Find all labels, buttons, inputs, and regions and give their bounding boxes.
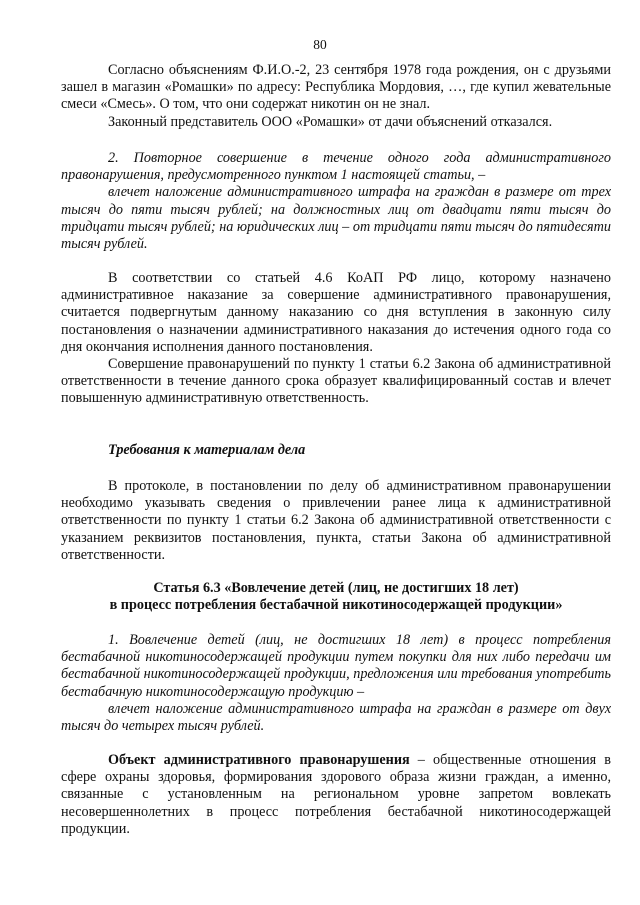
object-label: Объект административного правонарушения	[108, 752, 410, 768]
paragraph-representative: Законный представитель ООО «Ромашки» от дачи объяснений отказался.	[108, 113, 553, 130]
paragraph-repeat-penalty: влечет наложение административного штрафа на граждан в размере от трех тысяч до пяти тысяч рублей; на должностных лиц от двадцати пяти тысяч до тридцати тысяч рублей; на юридических лиц – от тридцати пяти тысяч до пятидесяти тысяч рублей.	[61, 184, 611, 253]
repeat-offense-block	[61, 150, 611, 253]
article-title-line2: в процесс потребления бестабачной никотиносодержащей продукции»	[109, 597, 563, 614]
heading-requirements: Требования к материалам дела	[108, 442, 306, 458]
paragraph-involvement: 1. Вовлечение детей (лиц, не достигших 18 лет) в процесс потребления бестабачной никотиносодержащей продукции путем покупки для них либо передачи им бестабачной никотиносодержащей продукции, предложения или требования употребить бестабачную никотиносодержащую продукцию –	[61, 632, 611, 700]
object-text: – общественные отношения в сфере охраны здоровья, формирования здорового образа жизни граждан, а именно, связанные с установленным на региональном уровне запретом вовлекать несовершеннолетних в процесс потребления бестабачной никотиносодержащей продукции.	[61, 752, 611, 837]
koap-block	[61, 270, 611, 408]
page-number: 80	[313, 37, 327, 52]
paragraph-involvement-penalty: влечет наложение административного штрафа на граждан в размере от двух тысяч до четырех тысяч рублей.	[61, 700, 611, 735]
involvement-block	[61, 632, 611, 735]
paragraph-explanation: Согласно объяснениям Ф.И.О.-2, 23 сентября 1978 года рождения, он с друзьями зашел в магазин «Ромашки» по адресу: Республика Мордовия, …, где купил жевательные смеси «Смесь». О том, что они содержат никотин он не знал.	[61, 62, 611, 113]
requirements-block	[61, 442, 611, 459]
article-title	[61, 580, 611, 614]
paragraph-object	[61, 752, 611, 838]
protocol-block	[61, 478, 611, 564]
paragraph-qualified: Совершение правонарушений по пункту 1 статьи 6.2 Закона об административной ответственности в течение данного срока образует квалифицированный состав и влечет повышенную административную ответственность.	[61, 356, 611, 407]
paragraph-koap: В соответствии со статьей 4.6 КоАП РФ лицо, которому назначено административное наказание за совершение административного правонарушения, считается подвергнутым данному наказанию со дня вступления в законную силу постановления о назначении административного наказания до истечения одного года со дня окончания исполнения данного постановления.	[61, 270, 611, 355]
paragraph-protocol: В протоколе, в постановлении по делу об административном правонарушении необходимо указывать сведения о привлечении ранее лица к административной ответственности по пункту 1 статьи 6.2 Закона об административной ответственности с указанием реквизитов постановления, пункта, статьи Закона об административной ответственности.	[61, 478, 611, 563]
article-title-line1: Статья 6.3 «Вовлечение детей (лиц, не достигших 18 лет)	[153, 580, 519, 596]
object-block	[61, 752, 611, 838]
explanation-block	[61, 62, 611, 131]
paragraph-repeat-offense: 2. Повторное совершение в течение одного года административного правонарушения, предусмотренного пунктом 1 настоящей статьи, –	[61, 150, 611, 184]
